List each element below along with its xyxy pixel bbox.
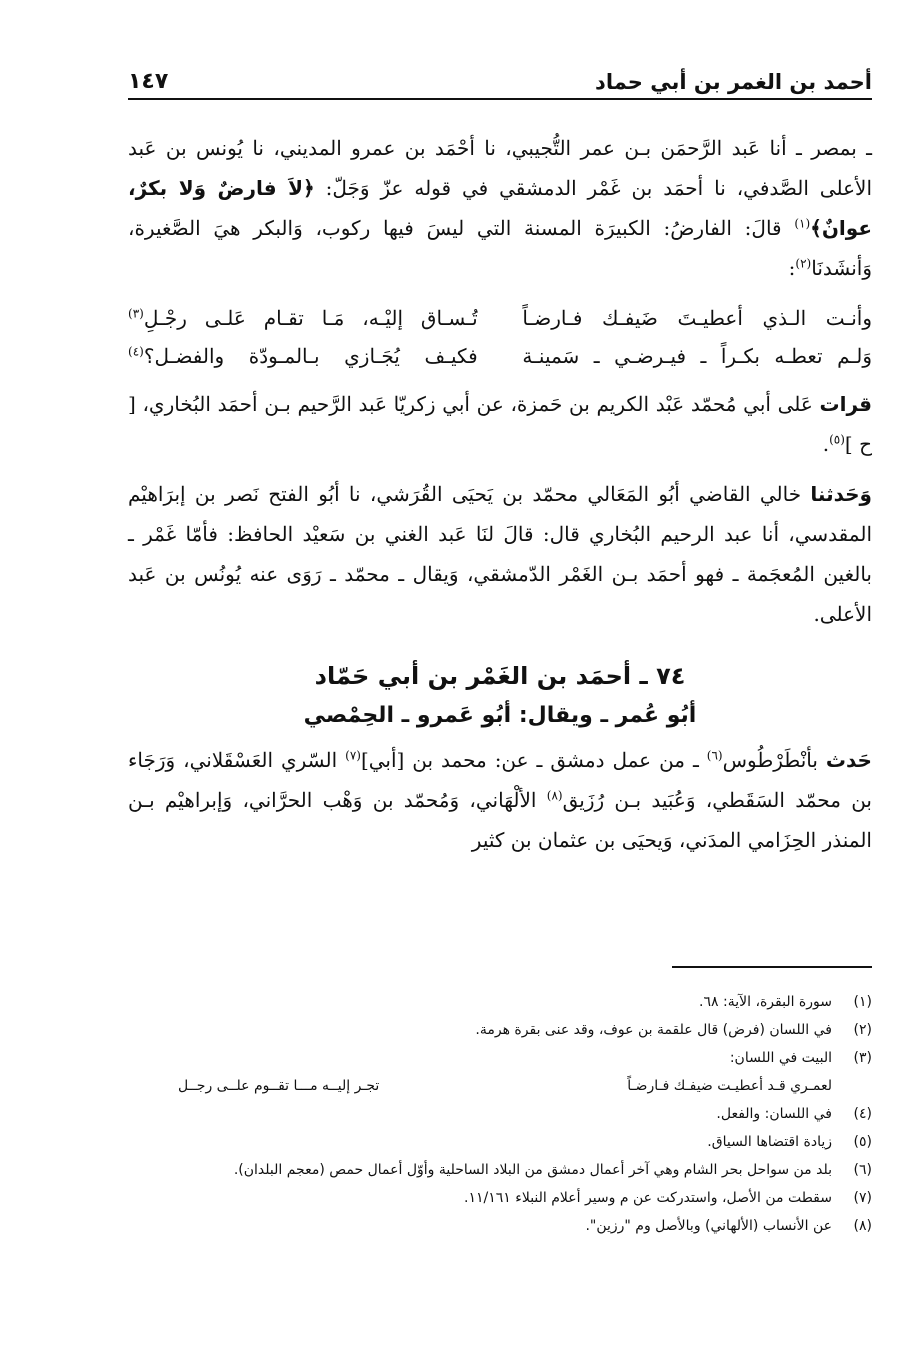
footnote-ref-5: (٥) bbox=[829, 432, 845, 447]
footnote-text: عن الأنساب (الألهاني) وبالأصل وم "رزين". bbox=[585, 1218, 832, 1234]
footnote-number: (٨) bbox=[853, 1218, 872, 1234]
footnote-ref-8: (٨) bbox=[546, 788, 563, 803]
p2-end: . bbox=[822, 432, 830, 456]
footnote-item bbox=[128, 1016, 872, 1044]
footnote-number: (٤) bbox=[853, 1106, 872, 1122]
footnote-text: سقطت من الأصل، واستدركت عن م وسير أعلام النبلاء ١١/١٦١. bbox=[464, 1190, 832, 1206]
footnote-number: (٣) bbox=[853, 1050, 872, 1066]
footnote-item bbox=[128, 1100, 872, 1128]
footnote-number: (١) bbox=[853, 994, 872, 1010]
footnote-item bbox=[128, 1156, 872, 1184]
footnote-text: زيادة اقتضاها السياق. bbox=[707, 1134, 832, 1150]
p4-text-3: السّري العَسْقَلاني، وَرَجَاء بن محمّد السَقَطي، وَعُبَيد بـن رُزَيق bbox=[128, 748, 872, 812]
footnote-ref-3: (٣) bbox=[128, 306, 144, 321]
footnote-item bbox=[128, 1184, 872, 1212]
verse-1-first-hemistich: وأنـت الـذي أعطيـتَ ضَيفـك فـارضـاً bbox=[522, 306, 872, 330]
verse-2-second-hemistich bbox=[128, 336, 478, 374]
page-number: ١٤٧ bbox=[128, 69, 169, 94]
page-header bbox=[128, 56, 872, 100]
footnote-divider bbox=[672, 966, 872, 968]
paragraph-4 bbox=[128, 740, 872, 860]
p4-text-4: الألْهَاني، وَمُحمّد بن وَهْب الحرَّاني، وَإبراهيْم بـن المنذر الحِزَامي المدَني، وَيحيَى بن عثمان بن كثير bbox=[128, 788, 872, 852]
verse-1-second-text: تُـسـاق إليْـه، مَـا تقـام عَلـى رجْـلِ bbox=[143, 306, 478, 330]
footnote-number: (٦) bbox=[853, 1162, 872, 1178]
p4-text-2: ـ من عمل دمشق ـ عن: محمد بن [أبي] bbox=[360, 748, 707, 772]
footnote-item bbox=[128, 988, 872, 1016]
verse-2 bbox=[128, 336, 872, 374]
p2-lead-word: قرات bbox=[819, 392, 872, 416]
footnote-ref-6: (٦) bbox=[706, 748, 723, 763]
main-text bbox=[128, 128, 872, 870]
footnote-item bbox=[128, 1044, 872, 1072]
p3-lead-word: وَحَدثنا bbox=[810, 482, 872, 506]
paragraph-1 bbox=[128, 128, 872, 288]
p1-text-b: قالَ: الفارضُ: الكبيرَة المسنة التي ليسَ فيها ركوب، وَالبكر هيَ الصَّغيرة، وَأنشَدنَا bbox=[128, 216, 872, 280]
footnote-item bbox=[128, 1212, 872, 1240]
verse-1 bbox=[128, 298, 872, 336]
footnote-text: في اللسان: والفعل. bbox=[716, 1106, 832, 1122]
footnote-text: البيت في اللسان: bbox=[729, 1050, 832, 1066]
p1-text-a: ـ بمصر ـ أنا عَبد الرَّحمَن بـن عمر التُّجيبي، نا أحْمَد بن عمرو المديني، نا يُونس بن عَبد الأعلى الصَّدفي، نا أحمَد بن غَمْر الدمشقي في قوله عزّ وَجَلّ: bbox=[128, 136, 872, 200]
footnote-text: بلد من سواحل بحر الشام وهي آخر أعمال دمشق من البلاد الساحلية وأوّل أعمال حمص (معجم البلدان). bbox=[233, 1162, 832, 1178]
quran-quote: ﴿لاَ فارضٌ وَلا بكرٌ، عوانٌ﴾ bbox=[128, 176, 872, 240]
verse-2-first-hemistich: وَلـم تعطـه بكـراً ـ فيـرضـي ـ سَمينـة bbox=[522, 344, 872, 368]
footnote-number: (٥) bbox=[853, 1134, 872, 1150]
paragraph-3 bbox=[128, 474, 872, 634]
p1-text-c: : bbox=[788, 256, 796, 280]
running-title: أحمد بن الغمر بن أبي حماد bbox=[595, 70, 872, 94]
footnote-text: في اللسان (فرض) قال علقمة بن عوف، وقد عنى بقرة هرمة. bbox=[475, 1022, 832, 1038]
entry-title: ٧٤ ـ أحمَد بن الغَمْر بن أبي حَمّاد bbox=[314, 662, 686, 690]
footnote-text: سورة البقرة، الآية: ٦٨. bbox=[699, 994, 832, 1010]
footnotes bbox=[128, 988, 872, 1240]
p2-text: عَلى أبي مُحمّد عَبْد الكريم بن حَمزة، عن أبي زكريّا عَبد الرَّحيم بـن أحمَد البُخاري، [ ح ] bbox=[128, 392, 872, 456]
footnote-ref-2: (٢) bbox=[795, 256, 812, 271]
footnote-verse bbox=[128, 1072, 872, 1100]
entry-subtitle: أبُو عُمر ـ ويقال: أبُو عَمرو ـ الحِمْصي bbox=[303, 703, 697, 728]
footnote-item bbox=[128, 1128, 872, 1156]
p4-lead-word: حَدث bbox=[825, 748, 872, 772]
verse-1-second-hemistich bbox=[128, 298, 478, 336]
poem bbox=[128, 298, 872, 374]
footnote-number: (٧) bbox=[853, 1190, 872, 1206]
footnote-number: (٢) bbox=[853, 1022, 872, 1038]
footnote-ref-1: (١) bbox=[794, 216, 811, 231]
verse-2-second-text: فكيـف يُجَـازي بـالمـودّة والفضـل؟ bbox=[143, 344, 478, 368]
footnote-verse-first: لعمـري قـد أعطيـت ضيفـك فـارضـاً bbox=[627, 1078, 832, 1094]
paragraph-2 bbox=[128, 384, 872, 464]
footnote-verse-second: تجـر إليــه مـــا تقــوم علــى رجــل bbox=[178, 1078, 380, 1094]
footnote-ref-7: (٧) bbox=[345, 748, 361, 763]
p4-text-1: بأنْطَرْطُوس bbox=[722, 748, 826, 772]
p3-text: خالي القاضي أبُو المَعَالي محمّد بن يَحيَى القُرَشي، نا أبُو الفتح نَصر بن إبرَاهيْم المقدسي، أنا عبد الرحيم البُخاري قال: قالَ لنَا عَبد الغني بن سَعيْد الحافظ: فأمّا غَمْر ـ بالغين المُعجَمة ـ فهو أحمَد بـن الغَمْر الدّمشقي، وَيقال ـ محمّد ـ رَوَى عنه يُونُس بن عَبد الأعلى. bbox=[128, 482, 873, 626]
footnote-ref-4: (٤) bbox=[128, 344, 144, 359]
